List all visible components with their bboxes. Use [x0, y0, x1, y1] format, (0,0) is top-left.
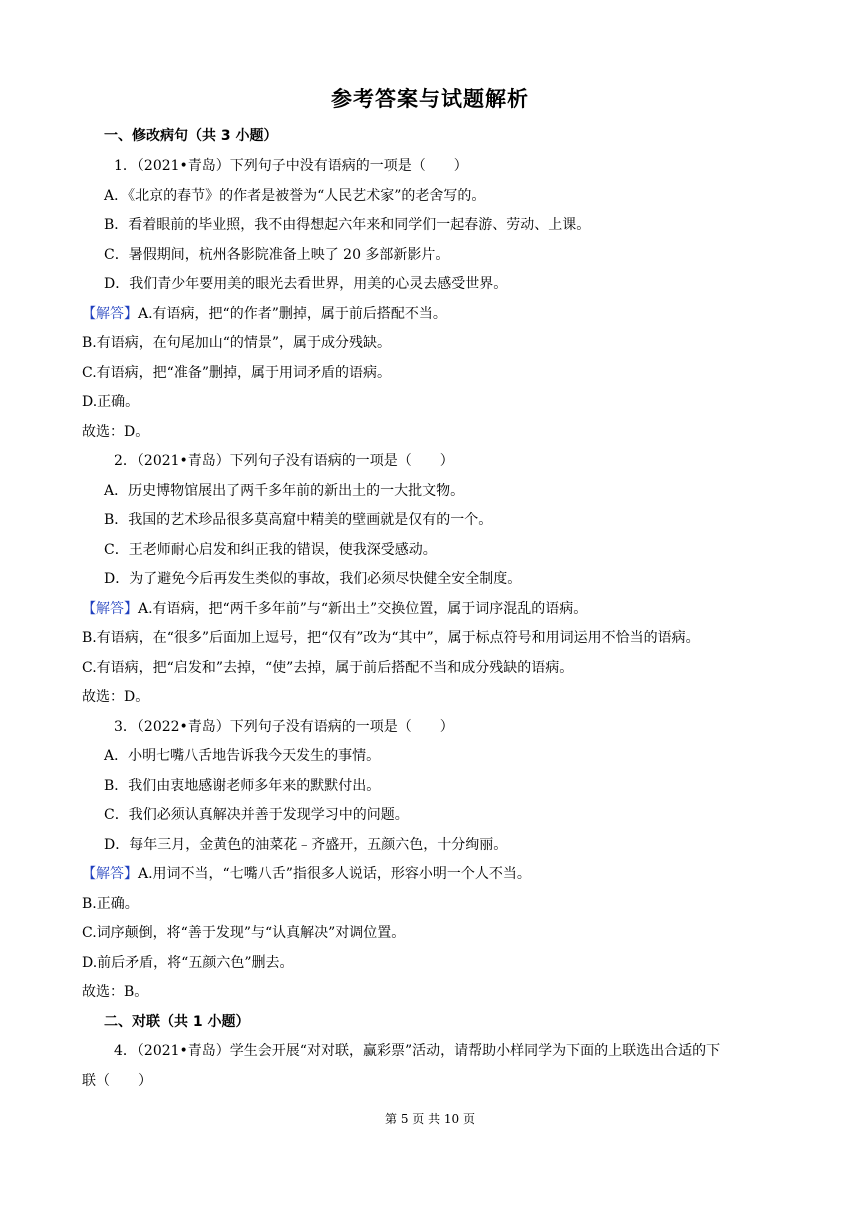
option-d: D．我们青少年要用美的眼光去看世界，用美的心灵去感受世界。 [104, 276, 508, 292]
answer-line [82, 864, 531, 884]
answer-line: B.正确。 [82, 896, 139, 912]
answer-tag: 【解答】 [82, 601, 138, 617]
answer-line: B.有语病，在句尾加山“的情景”，属于成分残缺。 [82, 335, 392, 351]
option-a: A．小明七嘴八舌地告诉我今天发生的事情。 [104, 748, 381, 764]
section-heading: 一、修改病句（共 3 小题） [104, 128, 278, 144]
option-d: D．为了避免今后再发生类似的事故，我们必须尽快健全安全制度。 [104, 571, 522, 587]
option-d: D．每年三月，金黄色的油菜花﹣齐盛开，五颜六色，十分绚丽。 [104, 837, 508, 853]
section-heading: 二、对联（共 1 小题） [104, 1014, 250, 1030]
answer-line: C.有语病，把“准备”删掉，属于用词矛盾的语病。 [82, 365, 391, 381]
answer-text: A.有语病，把“两千多年前”与“新出土”交换位置，属于词序混乱的语病。 [138, 601, 588, 617]
page-title: 参考答案与试题解析 [331, 87, 529, 111]
question-stem: 3．（2022•青岛）下列句子没有语病的一项是（ ） [114, 719, 454, 735]
answer-line: C.词序颠倒，将“善于发现”与“认真解决”对调位置。 [82, 925, 406, 941]
option-c: C．我们必须认真解决并善于发现学习中的问题。 [104, 807, 409, 823]
option-a: A．《北京的春节》的作者是被誉为“人民艺术家”的老舍写的。 [104, 188, 486, 204]
option-b: B．看着眼前的毕业照，我不由得想起六年来和同学们一起春游、劳动、上课。 [104, 217, 591, 233]
option-a: A．历史博物馆展出了两千多年前的新出土的一大批文物。 [104, 483, 465, 499]
page-footer: 第 5 页 共 10 页 [385, 1112, 475, 1126]
answer-text: A.有语病，把“的作者”删掉，属于前后搭配不当。 [138, 306, 447, 322]
option-b: B．我国的艺术珍品很多莫高窟中精美的壁画就是仅有的一个。 [104, 512, 493, 528]
answer-line: D.前后矛盾，将“五颜六色”删去。 [82, 955, 294, 971]
answer-tag: 【解答】 [82, 306, 138, 322]
answer-line: 故选：D。 [82, 424, 150, 440]
question-stem: 1．（2021•青岛）下列句子中没有语病的一项是（ ） [114, 158, 468, 174]
answer-line: C.有语病，把“启发和”去掉，“使”去掉，属于前后搭配不当和成分残缺的语病。 [82, 660, 574, 676]
answer-line [82, 304, 447, 324]
question-stem: 4．（2021•青岛）学生会开展“对对联，赢彩票”活动，请帮助小样同学为下面的上联选出合适的下 [114, 1043, 721, 1059]
question-stem: 2．（2021•青岛）下列句子没有语病的一项是（ ） [114, 453, 454, 469]
question-stem-continuation: 联（ ） [82, 1073, 152, 1089]
option-b: B．我们由衷地感谢老师多年来的默默付出。 [104, 778, 381, 794]
answer-line: D.正确。 [82, 394, 140, 410]
answer-line [82, 599, 587, 619]
answer-line: 故选：B。 [82, 984, 149, 1000]
option-c: C．王老师耐心启发和纠正我的错误，使我深受感动。 [104, 542, 437, 558]
answer-line: 故选：D。 [82, 689, 150, 705]
answer-line: B.有语病，在“很多”后面加上逗号，把“仅有”改为“其中”，属于标点符号和用词运用不恰当的语病。 [82, 630, 700, 646]
answer-text: A.用词不当，“七嘴八舌”指很多人说话，形容小明一个人不当。 [138, 866, 531, 882]
answer-tag: 【解答】 [82, 866, 138, 882]
option-c: C．暑假期间，杭州各影院准备上映了 20 多部新影片。 [104, 247, 450, 263]
